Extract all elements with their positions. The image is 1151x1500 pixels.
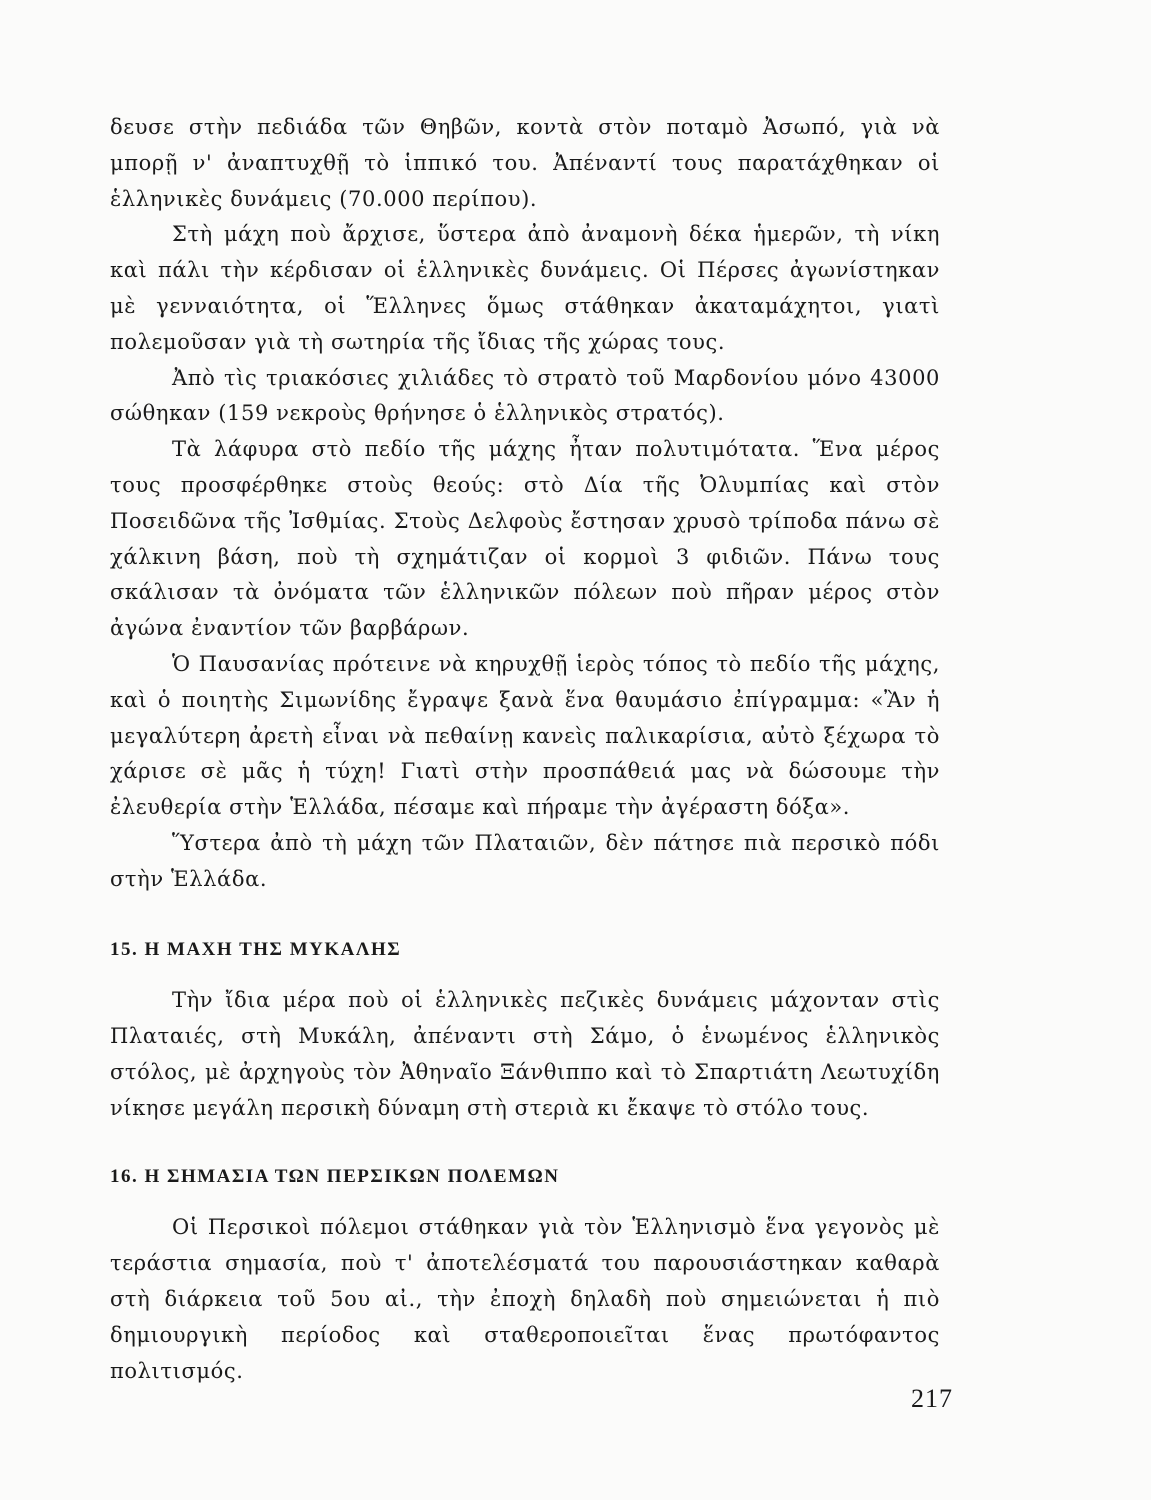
paragraph-aftermath: Ὕστερα ἀπὸ τὴ μάχη τῶν Πλαταιῶν, δὲν πάτησε πιὰ περσικὸ πόδι στὴν Ἑλλάδα. — [110, 830, 940, 891]
paragraph-significance: Οἱ Περσικοὶ πόλεμοι στάθηκαν γιὰ τὸν Ἑλληνισμὸ ἕνα γεγονὸς μὲ τεράστια σημασία, ποὺ τ' ἀποτελέσματά του παρουσιάστηκαν καθαρὰ στὴ διάρκεια τοῦ 5ου αἰ., τὴν ἐποχὴ δηλαδὴ ποὺ σημειώνεται ἡ πιὸ δημιουργικὴ περίοδος καὶ σταθεροποιεῖται ἕνας πρωτόφαντος πολιτισμός. — [110, 1215, 940, 1383]
section-heading-15: 15. Η ΜΑΧΗ ΤΗΣ ΜΥΚΑΛΗΣ — [110, 938, 402, 960]
paragraph-spoils: Τὰ λάφυρα στὸ πεδίο τῆς μάχης ἦταν πολυτιμότατα. Ἕνα μέρος τους προσφέρθηκε στοὺς θεούς: στὸ Δία τῆς Ὀλυμπίας καὶ στὸν Ποσειδῶνα τῆς Ἰσθμίας. Στοὺς Δελφοὺς ἔστησαν χρυσὸ τρίποδα πάνω σὲ χάλκινη βάση, ποὺ τὴ σχημάτιζαν οἱ κορμοὶ 3 φιδιῶν. Πάνω τους σκάλισαν τὰ ὀνόματα τῶν ἑλληνικῶν πόλεων ποὺ πῆραν μέρος στὸν ἀγώνα ἐναντίον τῶν βαρβάρων. — [110, 437, 940, 641]
page-body — [110, 110, 940, 1400]
page-number: 217 — [911, 1384, 953, 1413]
paragraph-battle-outcome: Στὴ μάχη ποὺ ἄρχισε, ὕστερα ἀπὸ ἀναμονὴ δέκα ἡμερῶν, τὴ νίκη καὶ πάλι τὴν κέρδισαν οἱ ἑλληνικὲς δυνάμεις. Οἱ Πέρσες ἀγωνίστηκαν μὲ γενναιότητα, οἱ Ἕλληνες ὅμως στάθηκαν ἀκαταμάχητοι, γιατὶ πολεμοῦσαν γιὰ τὴ σωτηρία τῆς ἴδιας τῆς χώρας τους. — [110, 222, 940, 354]
paragraph-continuation: δευσε στὴν πεδιάδα τῶν Θηβῶν, κοντὰ στὸν ποταμὸ Ἀσωπό, γιὰ νὰ μπορῇ ν' ἀναπτυχθῇ τὸ ἱππικό του. Ἀπέναντί τους παρατάχθηκαν οἱ ἑλληνικὲς δυνάμεις (70.000 περίπου). — [110, 115, 940, 211]
paragraph-pausanias: Ὁ Παυσανίας πρότεινε νὰ κηρυχθῇ ἱερὸς τόπος τὸ πεδίο τῆς μάχης, καὶ ὁ ποιητὴς Σιμωνίδης ἔγραψε ξανὰ ἕνα θαυμάσιο ἐπίγραμμα: «Ἂν ἡ μεγαλύτερη ἀρετὴ εἶναι νὰ πεθαίνῃ κανεὶς παλικαρίσια, αὐτὸ ξέχωρα τὸ χάρισε σὲ μᾶς ἡ τύχη! Γιατὶ στὴν προσπάθειά μας νὰ δώσουμε τὴν ἐλευθερία στὴν Ἑλλάδα, πέσαμε καὶ πήραμε τὴν ἀγέραστη δόξα». — [110, 651, 940, 820]
section-heading-16: 16. Η ΣΗΜΑΣΙΑ ΤΩΝ ΠΕΡΣΙΚΩΝ ΠΟΛΕΜΩΝ — [110, 1165, 560, 1187]
paragraph-survivors: Ἀπὸ τὶς τριακόσιες χιλιάδες τὸ στρατὸ τοῦ Μαρδονίου μόνο 43000 σώθηκαν (159 νεκροὺς θρήνησε ὁ ἑλληνικὸς στρατός). — [110, 365, 940, 426]
paragraph-mycale: Τὴν ἴδια μέρα ποὺ οἱ ἑλληνικὲς πεζικὲς δυνάμεις μάχονταν στὶς Πλαταιές, στὴ Μυκάλη, ἀπέναντι στὴ Σάμο, ὁ ἑνωμένος ἑλληνικὸς στόλος, μὲ ἀρχηγοὺς τὸν Ἀθηναῖο Ξάνθιππο καὶ τὸ Σπαρτιάτη Λεωτυχίδη νίκησε μεγάλη περσικὴ δύναμη στὴ στεριὰ κι ἔκαψε τὸ στόλο τους. — [110, 988, 940, 1120]
